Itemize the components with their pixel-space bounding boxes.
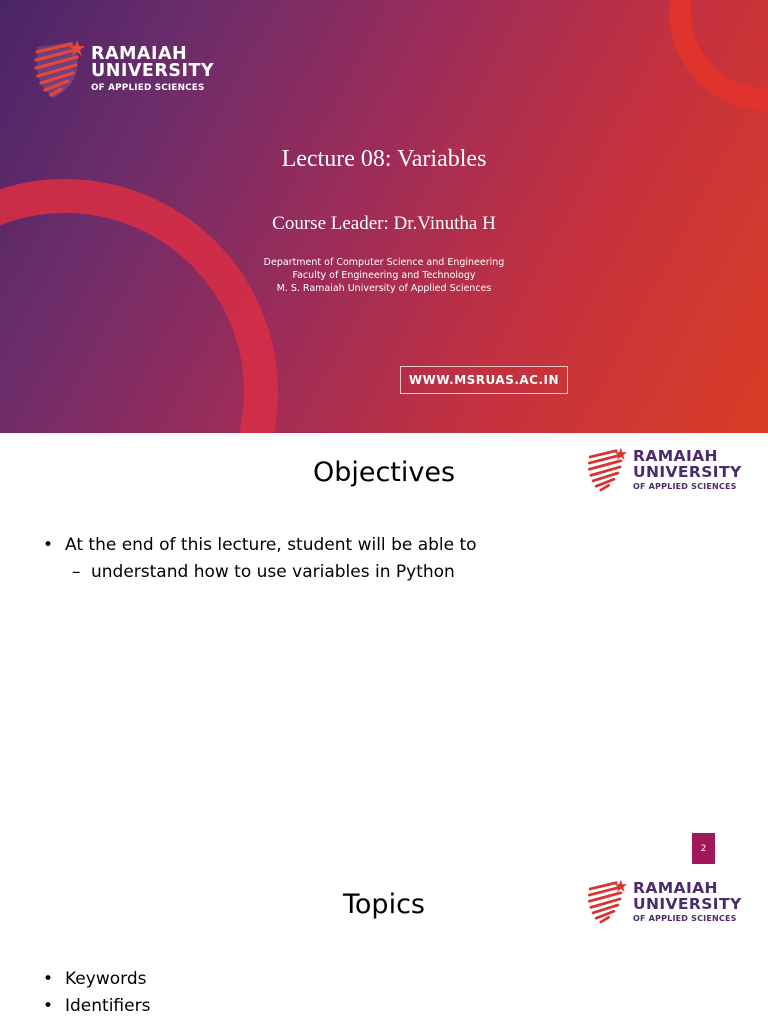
ramaiah-shield-icon [587,876,627,928]
topics-slide [0,865,768,1024]
list-item [43,969,146,989]
university-logo [587,444,742,496]
logo-line-3: OF APPLIED SCIENCES [633,482,737,491]
bullet-marker: • [43,969,54,989]
logo-line-1: RAMAIAH [633,447,718,465]
decorative-ring-top-right [648,0,768,115]
topic-identifiers: Identifiers [65,996,151,1016]
topic-keywords: Keywords [65,969,147,989]
lecture-title: Lecture 08: Variables [281,146,487,172]
sub-bullet-text: understand how to use variables in Python [91,562,455,582]
logo-line-2: UNIVERSITY [633,894,742,913]
logo-line-1: RAMAIAH [91,43,188,64]
slide-title: Topics [343,889,425,920]
university-name: M. S. Ramaiah University of Applied Sciences [276,283,492,294]
bullet-marker: • [43,535,54,555]
sub-list-item [72,562,455,582]
title-slide [0,0,768,433]
ramaiah-shield-icon [33,38,85,100]
list-item [43,535,477,555]
logo-line-2: UNIVERSITY [91,61,215,82]
university-logo [587,876,742,928]
list-item [43,996,150,1016]
ramaiah-shield-icon [587,444,627,496]
bullet-text: At the end of this lecture, student will be able to [65,535,477,555]
logo-line-3: OF APPLIED SCIENCES [633,914,737,923]
page-number: 2 [692,833,715,864]
objectives-slide [0,433,768,865]
logo-line-2: UNIVERSITY [633,462,742,481]
logo-line-1: RAMAIAH [633,879,718,897]
bullet-marker: • [43,996,54,1016]
logo-line-3: OF APPLIED SCIENCES [91,82,205,93]
university-logo [33,38,214,100]
sub-bullet-marker: – [72,562,81,582]
website-link[interactable]: WWW.MSRUAS.AC.IN [400,366,568,394]
faculty-name: Faculty of Engineering and Technology [292,270,476,281]
slide-title: Objectives [312,457,456,488]
course-leader: Course Leader: Dr.Vinutha H [272,213,496,234]
department-name: Department of Computer Science and Engineering [263,257,505,268]
